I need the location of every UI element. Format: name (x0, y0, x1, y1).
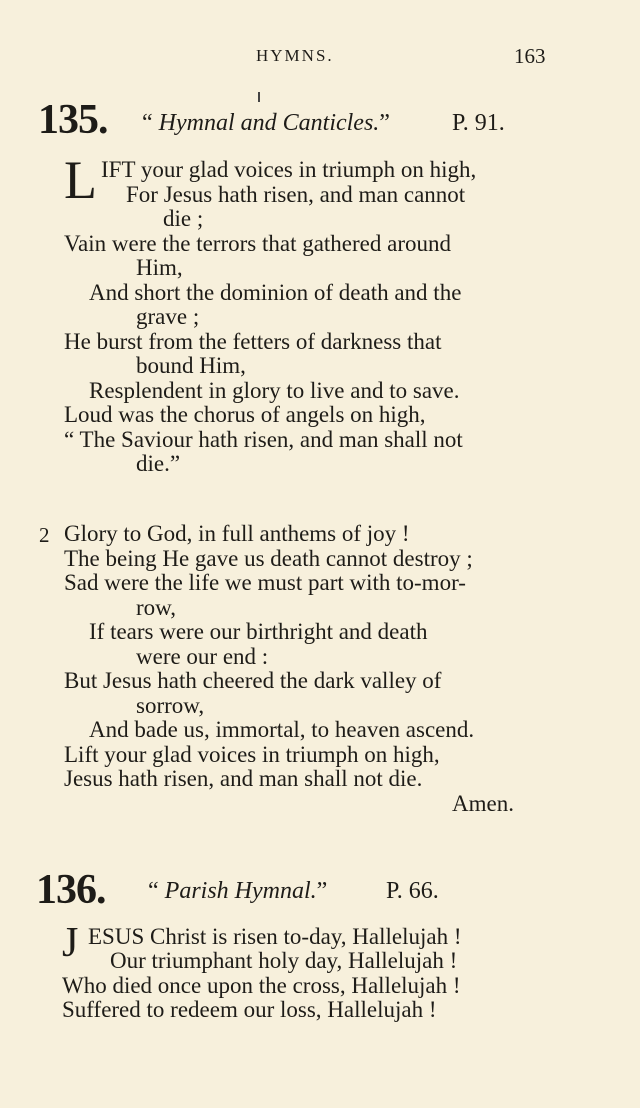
stanza-2-line: The being He gave us death cannot destroy ; (64, 546, 473, 571)
hymn-135-page-ref: P. 91. (452, 110, 505, 136)
ink-mark (258, 92, 260, 102)
hymn-135-line: Resplendent in glory to live and to save. (89, 378, 460, 403)
stanza-2-line: sorrow, (136, 693, 205, 718)
hymn-135-line: die.” (136, 451, 181, 476)
hymn-135-drop-cap: L (64, 150, 97, 210)
hymn-135-line: He burst from the fetters of darkness that (64, 329, 442, 354)
hymn-135-line: “ The Saviour hath risen, and man shall not (64, 427, 463, 452)
hymn-136-number: 136. (36, 867, 106, 913)
hymn-136-line: Who died once upon the cross, Hallelujah ! (62, 973, 461, 998)
page-number: 163 (514, 44, 546, 68)
stanza-2-line: row, (136, 595, 177, 620)
hymn-135-source (142, 110, 390, 137)
hymn-136-line: Our triumphant holy day, Hallelujah ! (110, 948, 458, 973)
hymn-135-line: Him, (136, 255, 183, 280)
hymn-135-source-open: “ (142, 110, 159, 136)
stanza-2-number: 2 (39, 523, 50, 547)
stanza-2-line: Lift your glad voices in triumph on high, (64, 742, 440, 767)
amen: Amen. (452, 791, 514, 816)
hymn-135-number: 135. (38, 97, 108, 143)
stanza-2-line: Sad were the life we must part with to-mor- (64, 570, 466, 595)
stanza-2-line: If tears were our birthright and death (89, 619, 428, 644)
hymn-136-source-open: “ (148, 878, 165, 904)
hymn-136-first-line: ESUS Christ is risen to-day, Hallelujah ! (88, 924, 462, 949)
hymn-136-source (148, 878, 327, 905)
hymn-135-line: Vain were the terrors that gathered around (64, 231, 452, 256)
hymn-135-line: bound Him, (136, 353, 246, 378)
hymn-135-line: For Jesus hath risen, and man cannot (126, 182, 466, 207)
hymn-135-line: Loud was the chorus of angels on high, (64, 402, 426, 427)
hymn-136-source-close: ” (316, 878, 328, 904)
hymn-135-source-close: ” (379, 110, 390, 136)
hymn-135-line: grave ; (136, 304, 200, 329)
hymn-136-page-ref: P. 66. (386, 878, 439, 904)
stanza-2-line: Glory to God, in full anthems of joy ! (64, 521, 410, 546)
hymn-136-line: Suffered to redeem our loss, Hallelujah ! (62, 997, 437, 1022)
running-head: HYMNS. (256, 46, 334, 65)
hymn-136-drop-cap: J (62, 920, 79, 966)
hymn-135-line: die ; (163, 206, 204, 231)
stanza-2-line: Jesus hath risen, and man shall not die. (64, 766, 423, 791)
stanza-2-line: But Jesus hath cheered the dark valley of (64, 668, 442, 693)
hymn-135-first-line: IFT your glad voices in triumph on high, (101, 157, 477, 182)
hymn-136-source-title: Parish Hymnal. (164, 878, 317, 904)
stanza-2-line: And bade us, immortal, to heaven ascend. (89, 717, 475, 742)
hymn-135-source-title: Hymnal and Canticles. (158, 110, 380, 136)
stanza-2-line: were our end : (136, 644, 269, 669)
hymn-135-line: And short the dominion of death and the (89, 280, 462, 305)
